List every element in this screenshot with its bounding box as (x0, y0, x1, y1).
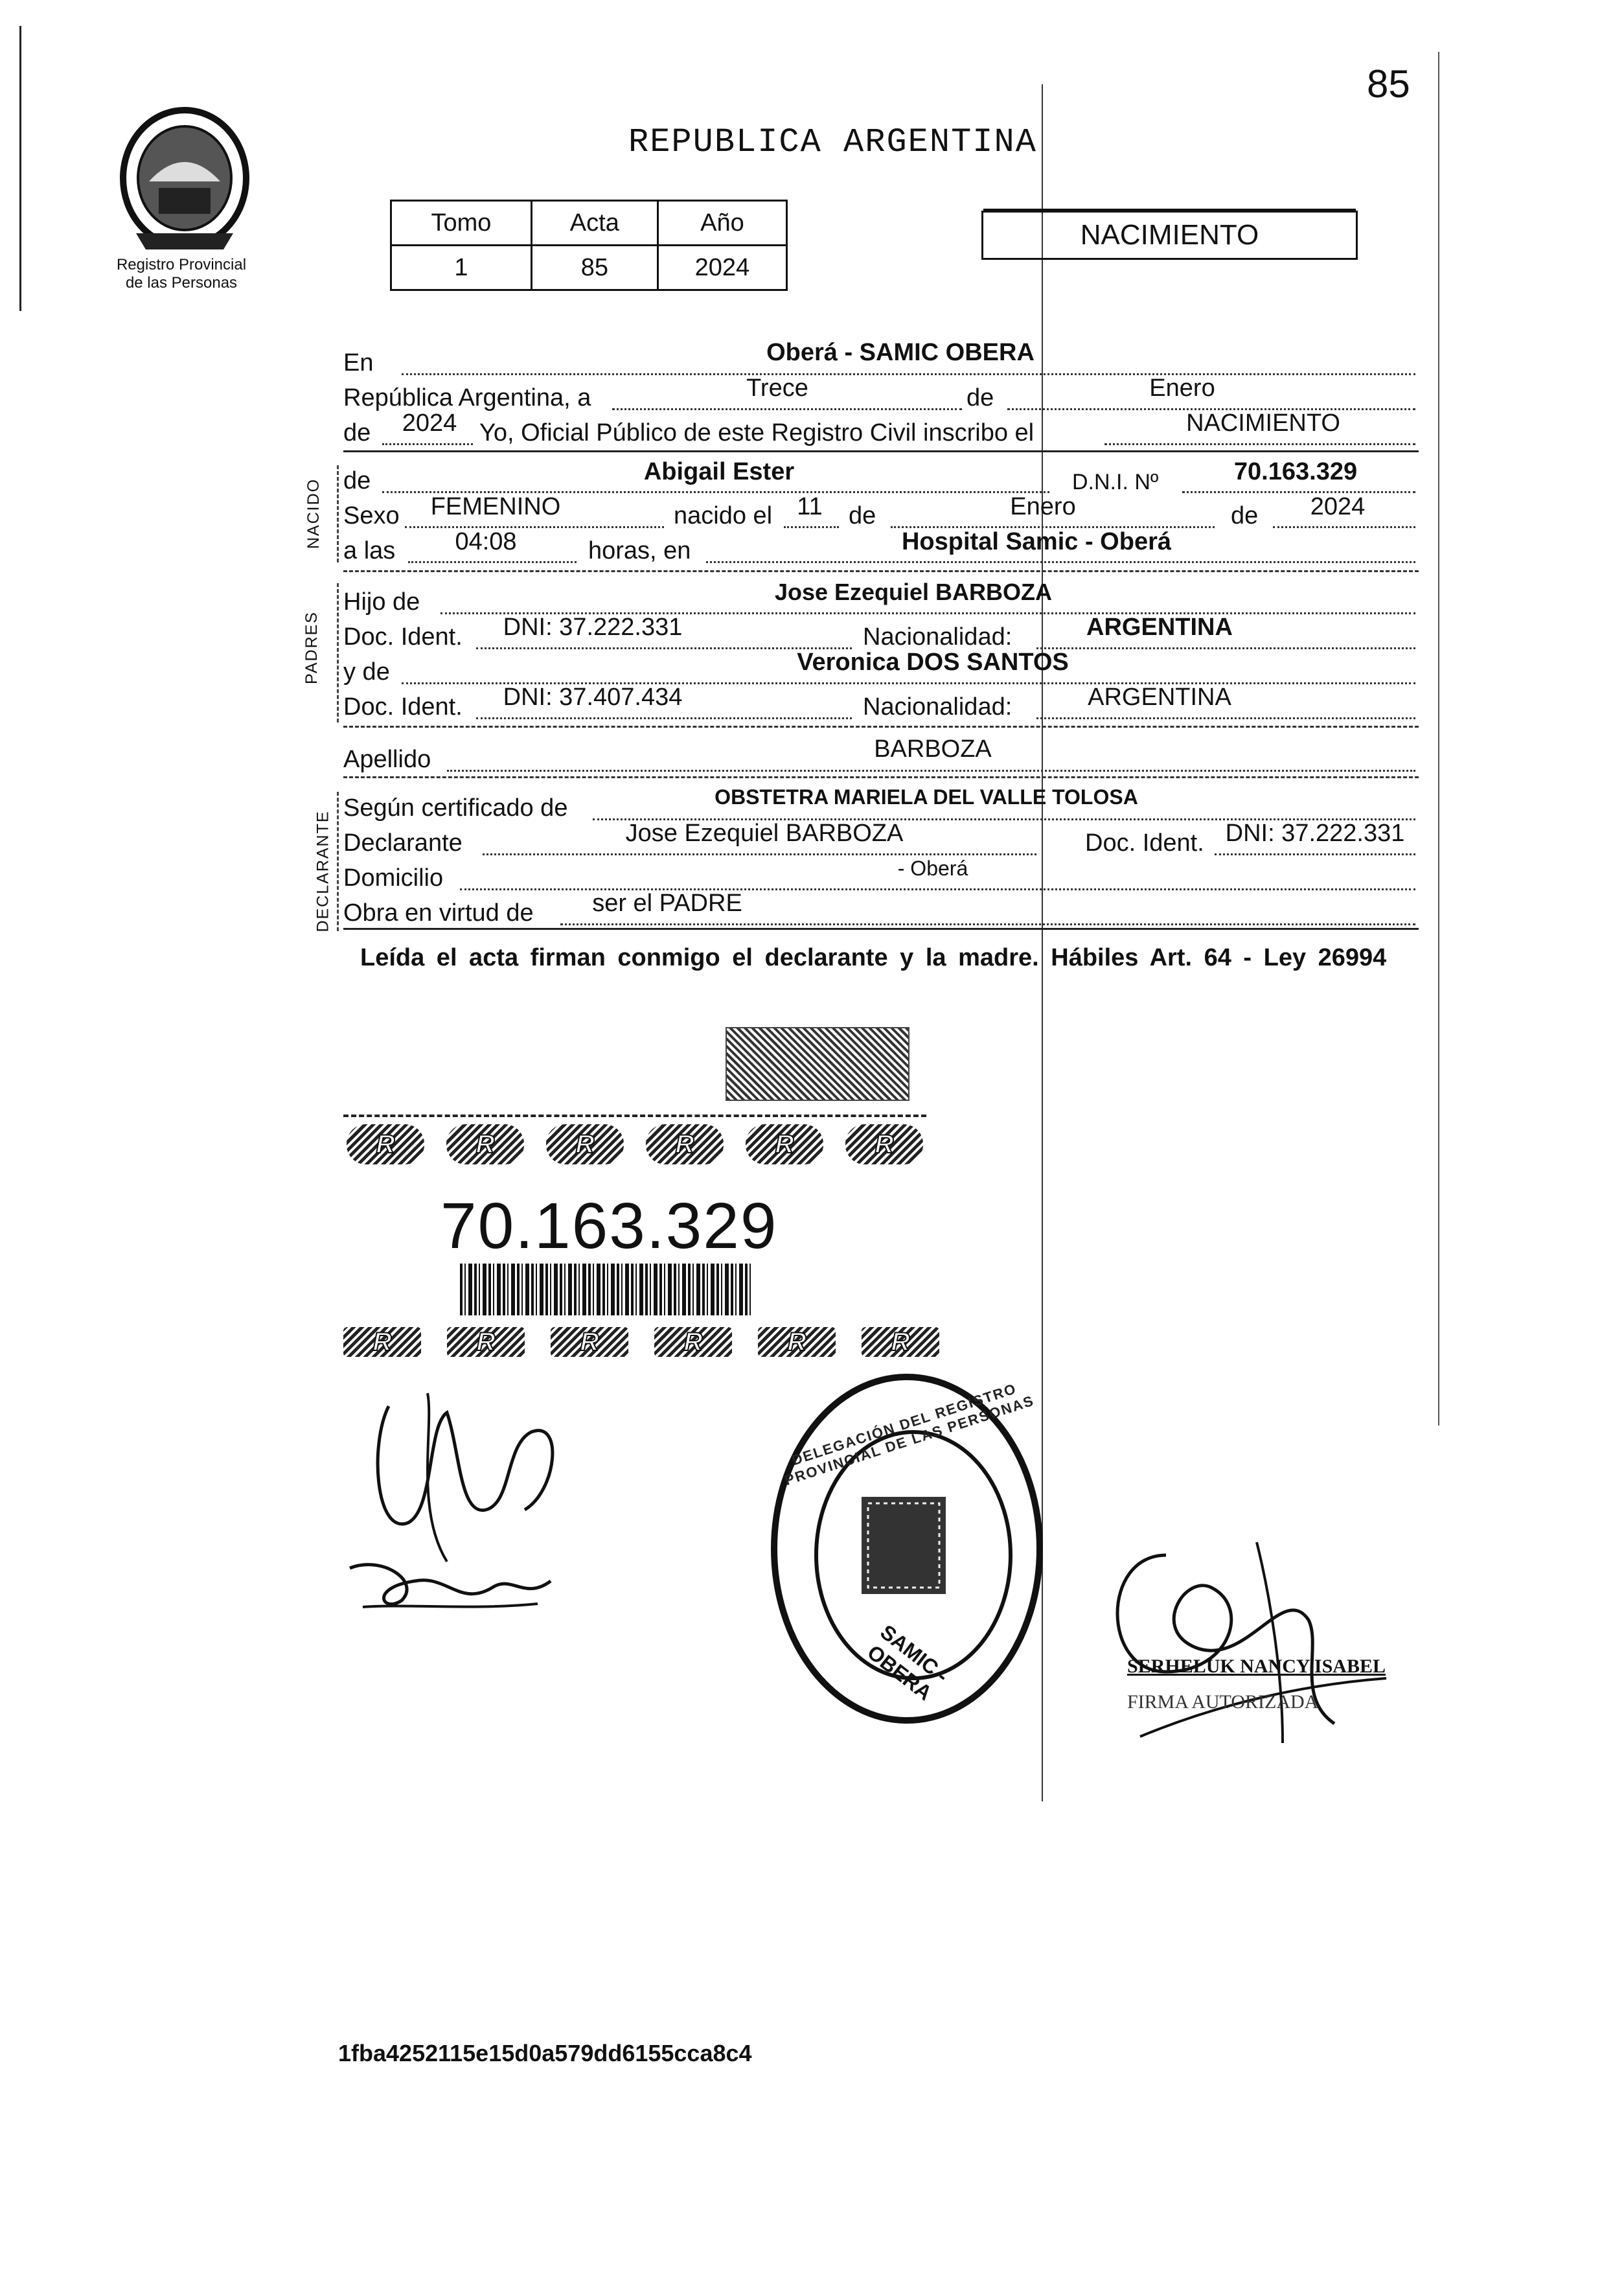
label-republica: República Argentina, a (343, 384, 591, 411)
right-margin-line (1438, 52, 1439, 1426)
dots (560, 923, 1415, 925)
dots (1036, 717, 1415, 719)
r-badge: R (758, 1327, 836, 1357)
label-sexo: Sexo (343, 502, 400, 529)
label-de-mes: de (849, 502, 876, 529)
authorized-signature (1088, 1529, 1412, 1763)
label-en: En (343, 349, 374, 376)
value-domicilio: - Oberá (897, 857, 968, 880)
r-badge: R (343, 1327, 421, 1357)
r-badge: R (546, 1124, 624, 1164)
r-badge: R (862, 1327, 939, 1357)
value-nacido-anio: 2024 (1310, 493, 1366, 520)
label-de: de (966, 384, 994, 411)
mother-signature (343, 1542, 564, 1620)
label-doc-ident-madre: Doc. Ident. (343, 693, 463, 721)
province-seal (110, 104, 259, 253)
record-table (390, 200, 788, 291)
sticker-top-line (343, 1115, 926, 1117)
value-nombre: Abigail Ester (643, 458, 795, 485)
label-doc-ident-padre: Doc. Ident. (343, 623, 463, 651)
value-madre-nacionalidad: ARGENTINA (1088, 684, 1231, 711)
dots (408, 561, 577, 563)
r-badge: R (551, 1327, 628, 1357)
label-nacido-el: nacido el (674, 502, 773, 529)
value-sexo: FEMENINO (430, 493, 561, 520)
table-header-anio: Año (658, 201, 786, 246)
dots (1104, 443, 1415, 445)
value-madre-dni: DNI: 37.407.434 (503, 684, 683, 711)
registry-name (84, 256, 279, 292)
page-title: REPUBLICA ARGENTINA (628, 123, 1037, 161)
value-day: Trece (746, 375, 808, 402)
label-declarante: Declarante (343, 829, 463, 857)
r-badge: R (646, 1124, 724, 1164)
registry-line-2: de las Personas (125, 274, 238, 292)
dots (476, 717, 852, 719)
label-y-de: y de (343, 658, 390, 686)
label-nacionalidad-padre: Nacionalidad: (863, 623, 1012, 651)
dots (784, 526, 839, 528)
label-apellido: Apellido (343, 746, 431, 773)
badge-strip-top (347, 1124, 923, 1164)
record-type-box (981, 211, 1358, 260)
value-month: Enero (1149, 375, 1215, 402)
label-oficial: Yo, Oficial Público de este Registro Civil inscribo el (479, 419, 1035, 446)
value-lugar-nacimiento: Hospital Samic - Oberá (901, 528, 1171, 555)
signatory-name: SERHELUK NANCY ISABEL (1127, 1656, 1386, 1677)
value-year: 2024 (402, 410, 457, 437)
value-padre: Jose Ezequiel BARBOZA (774, 579, 1053, 605)
label-nombre: de (343, 467, 371, 494)
value-certificado: OBSTETRA MARIELA DEL VALLE TOLOSA (715, 785, 1138, 809)
table-header-acta: Acta (531, 201, 658, 246)
label-hijo-de: Hijo de (343, 588, 420, 616)
label-a-las: a las (343, 537, 396, 564)
label-nacionalidad-madre: Nacionalidad: (863, 693, 1012, 721)
dots (402, 373, 1415, 375)
value-hora: 04:08 (455, 528, 517, 555)
badge-strip-bottom (343, 1327, 939, 1357)
section-label-nacido: NACIDO (304, 478, 323, 549)
bracket (337, 583, 341, 722)
divider (343, 928, 1419, 930)
value-padre-nacionalidad: ARGENTINA (1086, 614, 1233, 641)
record-type: NACIMIENTO (1080, 219, 1259, 251)
value-obra: ser el PADRE (592, 890, 742, 917)
dots (382, 443, 473, 445)
value-padre-dni: DNI: 37.222.331 (503, 614, 683, 641)
label-de-anio: de (1231, 502, 1259, 529)
table-value-acta: 85 (531, 246, 658, 290)
bracket (337, 465, 341, 562)
r-badge: R (654, 1327, 732, 1357)
value-inscribo: NACIMIENTO (1186, 410, 1340, 437)
dots (1215, 853, 1415, 855)
page-number: 85 (1367, 62, 1410, 106)
r-badge: R (845, 1124, 923, 1164)
value-dni: 70.163.329 (1233, 458, 1358, 485)
label-horas-en: horas, en (588, 537, 691, 564)
value-madre: Veronica DOS SANTOS (797, 649, 1069, 676)
value-apellido: BARBOZA (874, 735, 992, 763)
divider (343, 726, 1419, 728)
label-dni: D.N.I. Nº (1072, 470, 1159, 494)
dots (1273, 526, 1415, 528)
security-hologram (726, 1027, 909, 1101)
stamp-ring-text: DELEGACIÓN DEL REGISTRO PROVINCIAL DE LAS PERSONAS (783, 1380, 1036, 1489)
divider (343, 776, 1419, 778)
barcode (460, 1264, 751, 1315)
r-badge: R (746, 1124, 823, 1164)
table-header-tomo: Tomo (391, 201, 532, 246)
r-badge: R (347, 1124, 424, 1164)
r-badge: R (446, 1124, 524, 1164)
divider (343, 570, 1419, 572)
label-de-year: de (343, 419, 371, 446)
section-label-declarante: DECLARANTE (314, 810, 332, 932)
section-label-padres: PADRES (302, 611, 321, 684)
table-value-tomo: 1 (391, 246, 532, 290)
value-declarante: Jose Ezequiel BARBOZA (625, 820, 904, 847)
label-domicilio: Domicilio (343, 864, 444, 892)
dots (1036, 647, 1415, 649)
dots (447, 770, 1415, 772)
value-lugar-acta: Oberá - SAMIC OBERA (766, 339, 1035, 366)
label-doc-ident-declarante: Doc. Ident. (1085, 829, 1204, 857)
signatory-caption: FIRMA AUTORIZADA (1127, 1691, 1319, 1713)
stamp-inner-text: SAMIC - OBERA (863, 1620, 954, 1705)
value-declarante-dni: DNI: 37.222.331 (1225, 820, 1405, 847)
label-certificado: Según certificado de (343, 794, 568, 822)
value-nacido-dia: 11 (797, 493, 823, 520)
divider (343, 450, 1419, 452)
legal-note: Leída el acta firman conmigo el declarante y la madre. Hábiles Art. 64 - Ley 26994 (360, 944, 1387, 971)
document-hash: 1fba4252115e15d0a579dd6155cca8c4 (338, 2040, 752, 2066)
value-nacido-mes: Enero (1010, 493, 1076, 520)
dots (612, 408, 962, 410)
dots (706, 561, 1415, 563)
table-value-anio: 2024 (658, 246, 786, 290)
registry-line-1: Registro Provincial (116, 256, 247, 273)
label-obra: Obra en virtud de (343, 899, 534, 927)
left-margin-line (19, 26, 21, 311)
sticker-number: 70.163.329 (440, 1190, 778, 1262)
r-badge: R (447, 1327, 525, 1357)
bracket (337, 792, 341, 931)
